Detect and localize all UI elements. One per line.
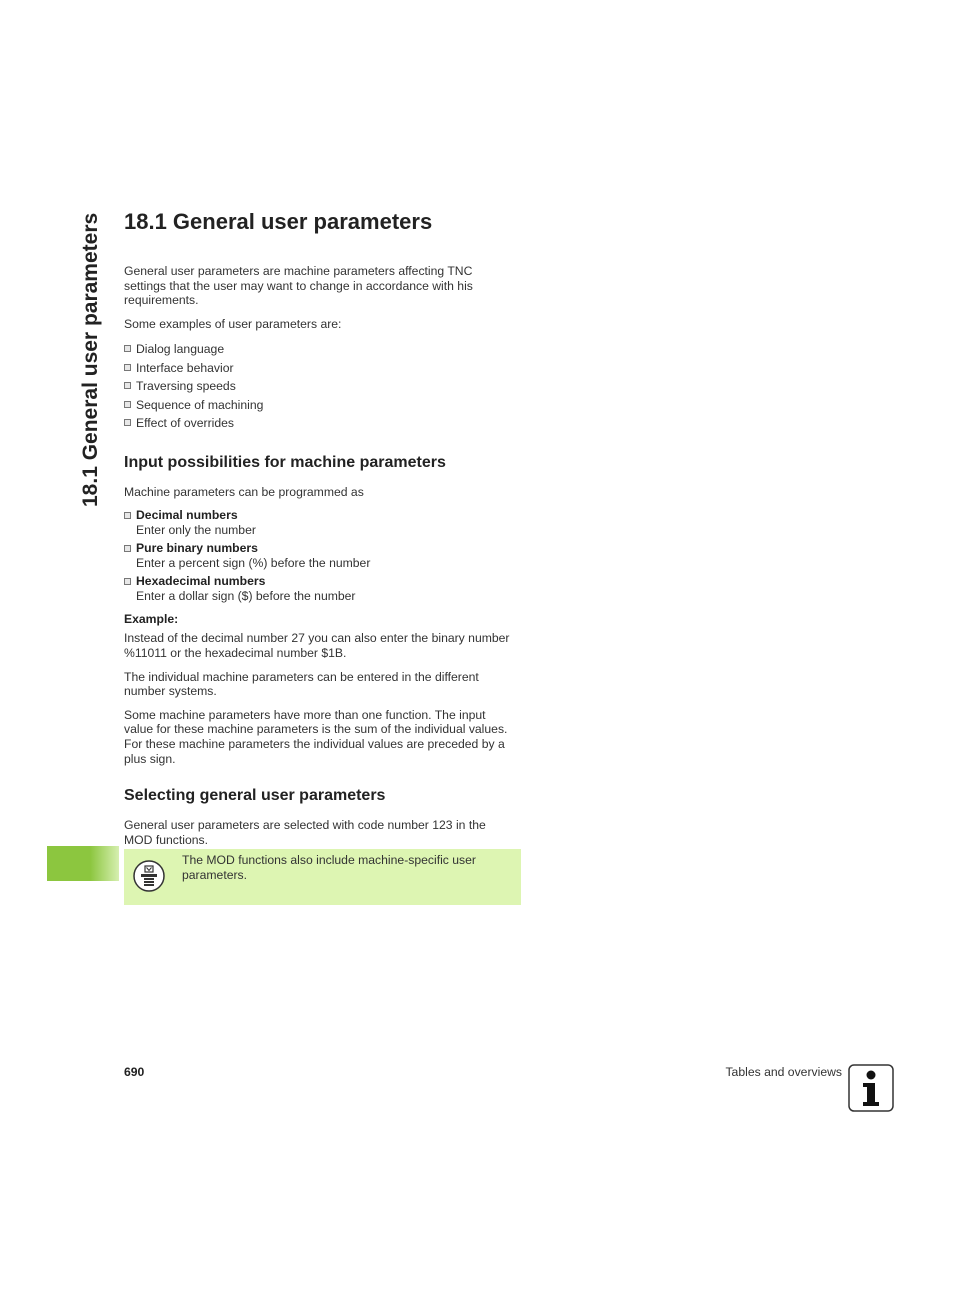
chapter-name: Tables and overviews bbox=[725, 1065, 842, 1079]
number-systems-paragraph: The individual machine parameters can be entered in the different number systems. bbox=[124, 669, 479, 699]
example-label: Example: bbox=[124, 612, 179, 627]
side-chapter-tab bbox=[47, 846, 119, 881]
note-text: The MOD functions also include machine-specific user parameters. bbox=[182, 853, 476, 882]
list-item: Dialog language bbox=[124, 340, 516, 359]
list-item: Interface behavior bbox=[124, 359, 516, 378]
format-term: Decimal numbers bbox=[136, 508, 238, 523]
list-item bbox=[124, 574, 516, 604]
list-item: Sequence of machining bbox=[124, 396, 516, 415]
multi-function-paragraph: Some machine parameters have more than one function. The input value for these machine parameters is the sum of the individual values. For these machine parameters the individual values are preceded by a plus sign. bbox=[124, 707, 508, 766]
info-icon bbox=[848, 1064, 894, 1112]
list-item bbox=[124, 508, 516, 538]
example-text: Instead of the decimal number 27 you can also enter the binary number %11011 or the hexadecimal number $1B. bbox=[124, 631, 510, 661]
list-item: Effect of overrides bbox=[124, 414, 516, 433]
format-term: Pure binary numbers bbox=[136, 541, 258, 556]
format-desc: Enter a percent sign (%) before the number bbox=[136, 556, 371, 571]
section-heading-input: Input possibilities for machine parameters bbox=[124, 453, 446, 471]
machine-icon bbox=[133, 860, 165, 892]
examples-intro: Some examples of user parameters are: bbox=[124, 316, 342, 331]
list-item: Traversing speeds bbox=[124, 377, 516, 396]
number-formats-list bbox=[124, 508, 516, 604]
select-paragraph: General user parameters are selected with code number 123 in the MOD functions. bbox=[124, 818, 486, 847]
section-heading-select: Selecting general user parameters bbox=[124, 787, 386, 805]
side-chapter-title: 18.1 General user parameters bbox=[79, 213, 102, 508]
main-content bbox=[124, 208, 516, 856]
note-box bbox=[124, 849, 521, 905]
input-intro: Machine parameters can be programmed as bbox=[124, 484, 364, 499]
format-term: Hexadecimal numbers bbox=[136, 574, 266, 589]
format-desc: Enter only the number bbox=[136, 523, 256, 538]
page-number: 690 bbox=[124, 1065, 145, 1079]
format-desc: Enter a dollar sign ($) before the number bbox=[136, 589, 356, 604]
page-title: 18.1 General user parameters bbox=[124, 209, 433, 234]
examples-list bbox=[124, 340, 516, 433]
intro-paragraph: General user parameters are machine parameters affecting TNC settings that the user may want to change in accordance with his requirements. bbox=[124, 264, 473, 308]
list-item bbox=[124, 541, 516, 571]
